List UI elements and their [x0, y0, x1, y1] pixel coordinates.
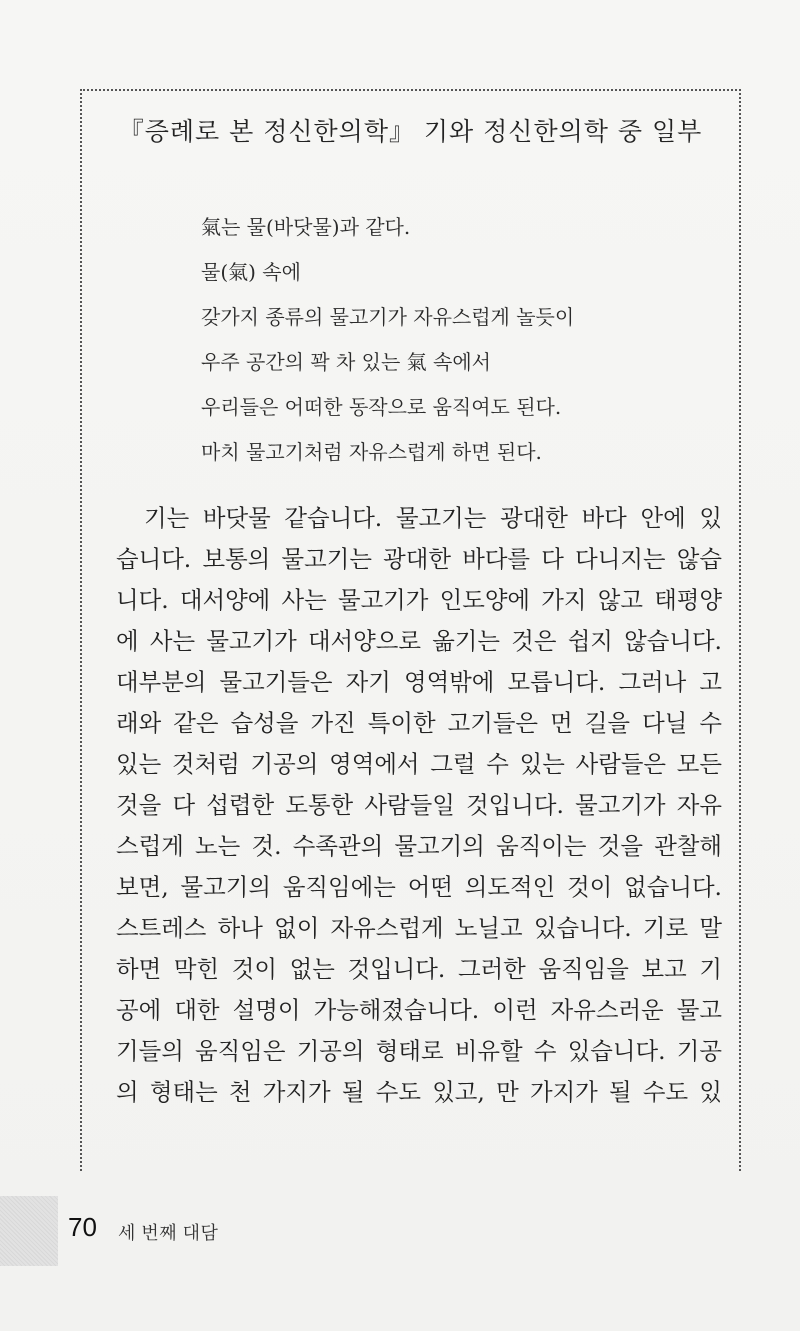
body-line: 기는 바닷물 같습니다. 물고기는 광대한 바다 안에 있 [144, 504, 722, 532]
running-head: 세 번째 대담 [118, 1223, 219, 1243]
body-line: 대부분의 물고기들은 자기 영역밖에 모릅니다. 그러나 고 [116, 668, 722, 696]
poem-line: 갖가지 종류의 물고기가 자유스럽게 놀듯이 [201, 305, 575, 329]
page-title: 『증례로 본 정신한의학』 기와 정신한의학 중 일부 [118, 117, 703, 146]
poem-line: 氣는 물(바닷물)과 같다. [201, 215, 411, 239]
quoted-poem [201, 205, 701, 475]
body-line: 에 사는 물고기가 대서양으로 옮기는 것은 쉽지 않습니다. [116, 627, 722, 655]
poem-line: 마치 물고기처럼 자유스럽게 하면 된다. [201, 440, 542, 464]
body-line: 하면 막힌 것이 없는 것입니다. 그러한 움직임을 보고 기 [116, 955, 722, 983]
page-number: 70 [68, 1212, 97, 1242]
body-text [116, 498, 722, 1113]
poem-line: 우주 공간의 꽉 차 있는 氣 속에서 [201, 350, 491, 374]
body-line: 공에 대한 설명이 가능해졌습니다. 이런 자유스러운 물고 [116, 996, 722, 1024]
poem-line: 물(氣) 속에 [201, 260, 301, 284]
body-line: 있는 것처럼 기공의 영역에서 그럴 수 있는 사람들은 모든 [116, 750, 722, 778]
body-line: 의 형태는 천 가지가 될 수도 있고, 만 가지가 될 수도 있 [116, 1078, 722, 1106]
body-line: 습니다. 보통의 물고기는 광대한 바다를 다 다니지는 않습 [116, 545, 722, 573]
body-line: 보면, 물고기의 움직임에는 어떤 의도적인 것이 없습니다. [116, 873, 722, 901]
footer-tint-band [0, 1196, 58, 1266]
body-line: 래와 같은 습성을 가진 특이한 고기들은 먼 길을 다닐 수 [116, 709, 722, 737]
body-line: 스트레스 하나 없이 자유스럽게 노닐고 있습니다. 기로 말 [116, 914, 722, 942]
poem-line: 우리들은 어떠한 동작으로 움직여도 된다. [201, 395, 562, 419]
body-line: 니다. 대서양에 사는 물고기가 인도양에 가지 않고 태평양 [116, 586, 722, 614]
body-line: 것을 다 섭렵한 도통한 사람들일 것입니다. 물고기가 자유 [116, 791, 722, 819]
body-line: 기들의 움직임은 기공의 형태로 비유할 수 있습니다. 기공 [116, 1037, 722, 1065]
body-line: 스럽게 노는 것. 수족관의 물고기의 움직이는 것을 관찰해 [116, 832, 722, 860]
